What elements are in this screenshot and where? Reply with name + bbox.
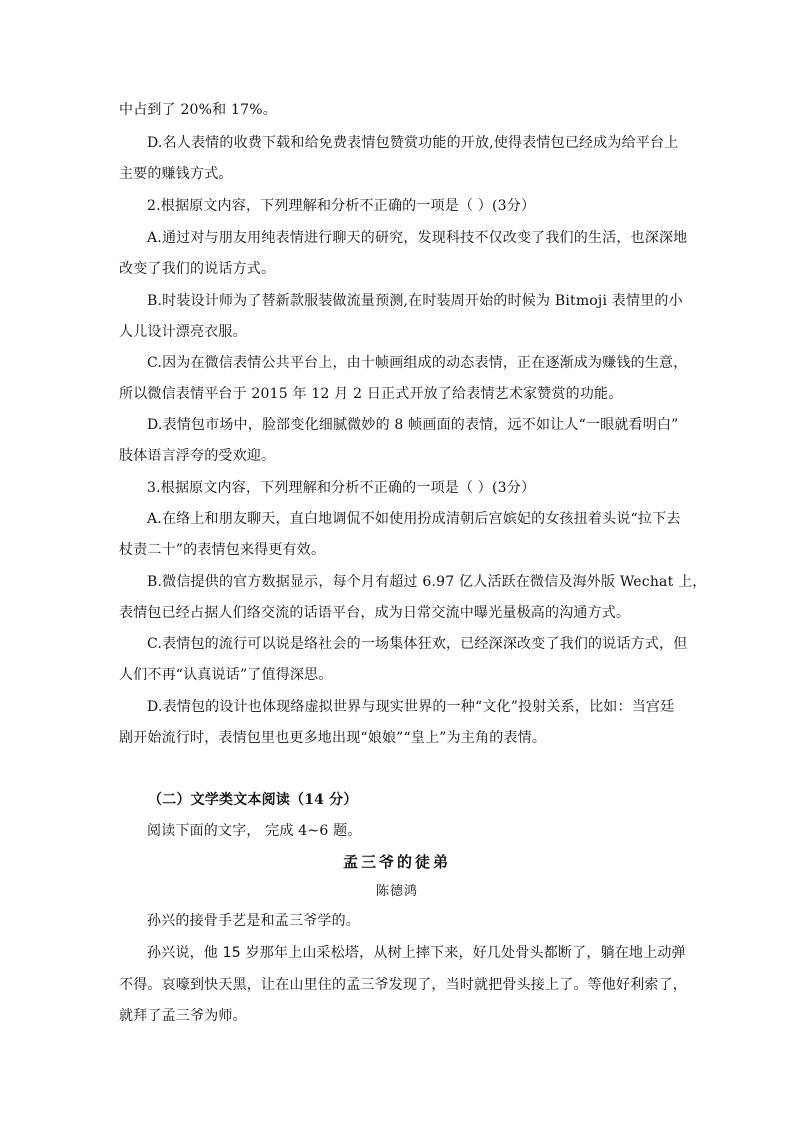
option-c-line: 所以微信表情平台于 2015 年 12 月 2 日正式开放了给表情艺术家赞赏的功能。	[119, 386, 623, 402]
option-a-line: A.在络上和朋友聊天，直白地调侃不如使用扮成清朝后宫嫔妃的女孩扭着头说“拉下去	[147, 511, 681, 527]
paragraph-line: D.名人表情的收费下载和给免费表情包赞赏功能的开放,使得表情包已经成为给平台上	[147, 135, 679, 151]
option-b-line: 人儿设计漂亮衣服。	[119, 324, 247, 340]
option-d-line: D.表情包市场中，脸部变化细腻微妙的 8 帧画面的表情，远不如让人“一眼就看明白”	[147, 417, 679, 433]
story-paragraph-line: 孙兴说，他 15 岁那年上山采松塔，从树上摔下来，好几处骨头都断了，躺在地上动弹	[147, 945, 686, 961]
section-heading: （二）文学类文本阅读（14 分）	[148, 792, 358, 808]
option-b-line: B.时装设计师为了替新款服装做流量预测,在时装周开始的时候为 Bitmoji 表情里的小	[147, 293, 683, 309]
paragraph-line: 中占到了 20%和 17%。	[119, 102, 277, 118]
story-paragraph-line: 就拜了孟三爷为师。	[119, 1008, 247, 1024]
option-c-line: C.表情包的流行可以说是络社会的一场集体狂欢，已经深深改变了我们的说话方式，但	[147, 636, 688, 652]
instruction-text: 阅读下面的文字， 完成 4~6 题。	[147, 823, 362, 839]
option-b-line: 表情包已经占据人们络交流的话语平台，成为日常交流中曝光量极高的沟通方式。	[119, 605, 631, 621]
option-b-line: B.微信提供的官方数据显示，每个月有超过 6.97 亿人活跃在微信及海外版 Wechat 上，	[147, 574, 707, 590]
paragraph-line: 主要的赚钱方式。	[119, 166, 233, 182]
story-paragraph-line: 孙兴的接骨手艺是和孟三爷学的。	[147, 913, 360, 929]
option-c-line: 人们不再“认真说话”了值得深思。	[119, 667, 333, 683]
option-a-line: 杖责二十”的表情包来得更有效。	[119, 542, 326, 558]
option-d-line: 肢体语言浮夸的受欢迎。	[119, 448, 276, 464]
option-a-line: A.通过对与朋友用纯表情进行聊天的研究，发现科技不仅改变了我们的生活，也深深地	[147, 230, 688, 246]
option-c-line: C.因为在微信表情公共平台上，由十帧画组成的动态表情，正在逐渐成为赚钱的生意，	[147, 355, 688, 371]
option-d-line: 剧开始流行时，表情包里也更多地出现“娘娘”“皇上”为主角的表情。	[119, 730, 547, 746]
question-2-line: 2.根据原文内容，下列理解和分析不正确的一项是（ ）(3分）	[147, 198, 536, 214]
story-paragraph-line: 不得。哀嚎到快天黑，让在山里住的孟三爷发现了，当时就把骨头接上了。等他好利索了，	[119, 977, 687, 993]
question-3-line: 3.根据原文内容，下列理解和分析不正确的一项是（ ）(3分）	[147, 480, 536, 496]
author-name: 陈德鸿	[375, 884, 418, 899]
story-title: 孟三爷的徒弟	[342, 853, 451, 871]
option-a-line: 改变了我们的说话方式。	[119, 261, 276, 277]
option-d-line: D.表情包的设计也体现络虚拟世界与现实世界的一种“文化”投射关系，比如：当宫廷	[147, 699, 675, 715]
